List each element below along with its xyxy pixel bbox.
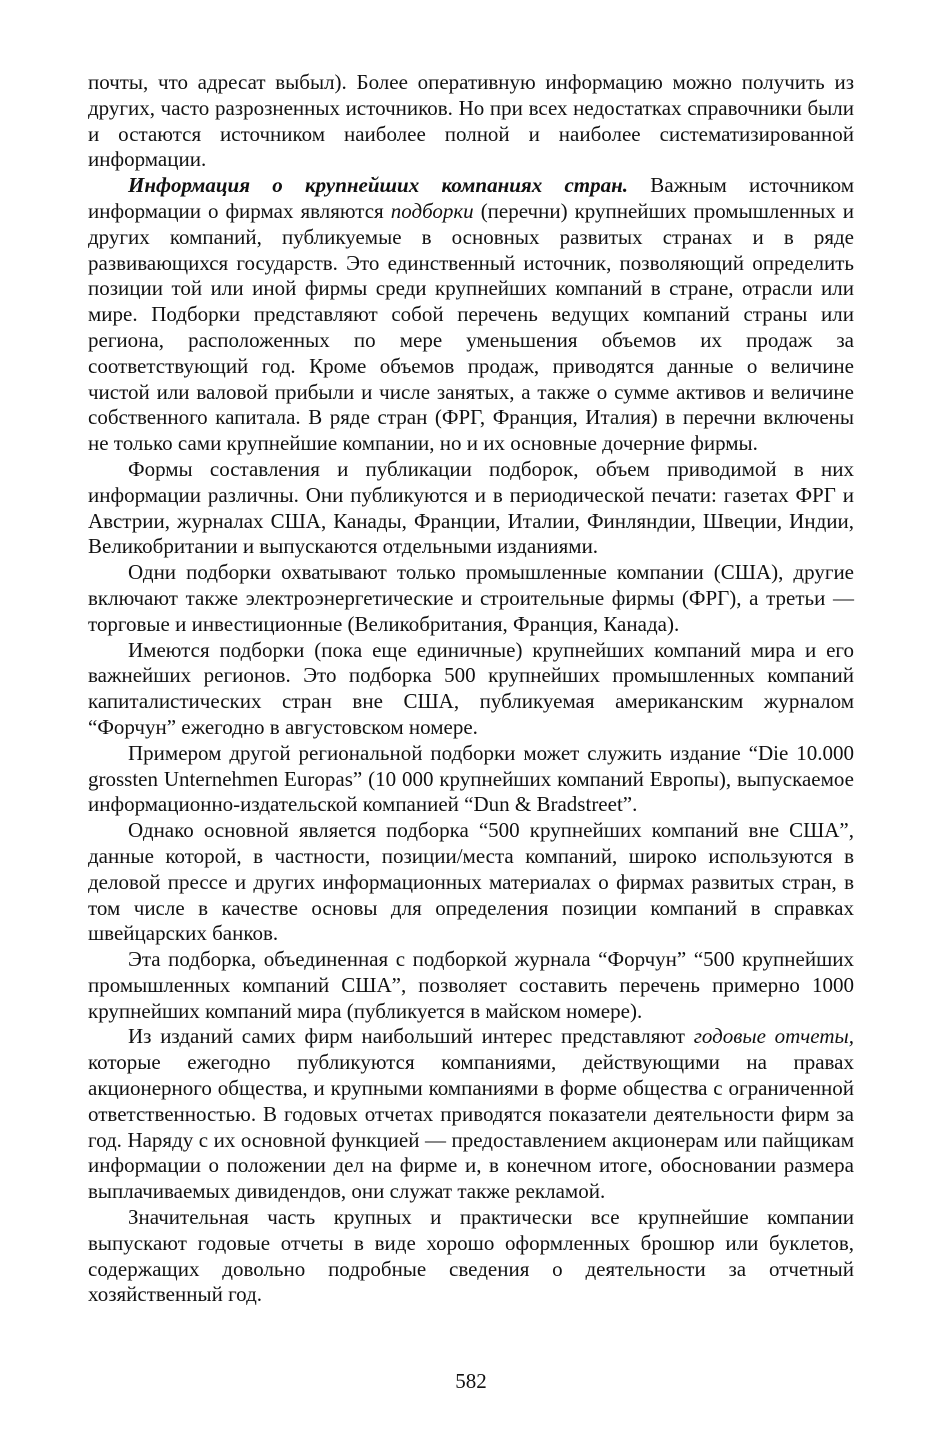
paragraph xyxy=(88,741,854,818)
section-heading-run: Информация о крупнейших компаниях стран. xyxy=(128,173,629,198)
text-run: Примером другой региональной подборки может служить издание “Die 10.000 grossten Unternehmen Europas” (10 000 крупнейших компаний Европы), выпускаемое информационно-издательской компанией “Dun & Bradstreet”. xyxy=(88,740,854,817)
paragraph xyxy=(88,560,854,637)
text-run: (перечни) крупнейших промышленных и других компаний, публикуемые в основных развитых странах и в ряде развивающихся государств. Это единственный источник, позволяющий определить позиции той или иной фирмы среди крупнейших компаний в стране, отрасли или мире. Подборки представляют собой перечень ведущих компаний страны или региона, расположенных по мере уменьшения объемов их продаж за соответствующий год. Кроме объемов продаж, приводятся данные о величине чистой или валовой прибыли и числе занятых, а также о сумме активов и величине собственного капитала. В ряде стран (ФРГ, Франция, Италия) в перечни включены не только сами крупнейшие компании, но и их основные дочерние фирмы. xyxy=(88,198,854,456)
text-run: Имеются подборки (пока еще единичные) крупнейших компаний мира и его важнейших регионов. Это подборка 500 крупнейших промышленных компаний капиталистических стран вне США, публикуемая американским журналом “Форчун” ежегодно в августовском номере. xyxy=(88,637,854,739)
paragraph xyxy=(88,1024,854,1205)
body-text xyxy=(88,70,854,1308)
text-run: Одни подборки охватывают только промышленные компании (США), другие включают также электроэнергетические и строительные фирмы (ФРГ), а третьи — торговые и инвестиционные (Великобритания, Франция, Канада). xyxy=(88,560,854,636)
paragraph xyxy=(88,457,854,560)
page-number: 582 xyxy=(455,1369,487,1393)
italic-term: подборки xyxy=(390,198,474,223)
paragraph xyxy=(88,70,854,173)
text-run: Из изданий самих фирм наибольший интерес представляют xyxy=(128,1024,694,1049)
paragraph xyxy=(88,173,854,457)
italic-term: годовые отчеты, xyxy=(693,1024,854,1049)
paragraph xyxy=(88,638,854,741)
text-run: Однако основной является подборка “500 крупнейших компаний вне США”, данные которой, в частности, позиции/места компаний, широко используются в деловой прессе и других информационных материалах о фирмах развитых стран, в том числе в качестве основы для определения позиции компаний в справках швейцарских банков. xyxy=(88,818,854,946)
text-run: Значительная часть крупных и практически все крупнейшие компании выпускают годовые отчеты в виде хорошо оформленных брошюр или буклетов, содержащих довольно подробные сведения о деятельности за отчетный хозяйственный год. xyxy=(88,1205,854,1307)
text-run: почты, что адресат выбыл). Более оперативную информацию можно получить из других, часто разрозненных источников. Но при всех недостатках справочники были и остаются источником наиболее полной и наиболее систематизированной информации. xyxy=(88,70,854,172)
text-run: Формы составления и публикации подборок, объем приводимой в них информации различны. Они публикуются и в периодической печати: газетах ФРГ и Австрии, журналах США, Канады, Франции, Италии, Финляндии, Швеции, Индии, Великобритании и выпускаются отдельными изданиями. xyxy=(88,456,854,559)
paragraph xyxy=(88,1205,854,1308)
text-run: которые ежегодно публикуются компаниями, действующими на правах акционерного общества, и крупными компаниями в форме общества с ограниченной ответственностью. В годовых отчетах приводятся показатели деятельности фирм за год. Наряду с их основной функцией — предоставлением акционерам или пайщикам информации о положении дел на фирме и, в конечном итоге, обосновании размера выплачиваемых дивидендов, они служат также рекламой. xyxy=(88,1050,854,1204)
text-run: Эта подборка, объединенная с подборкой журнала “Форчун” “500 крупнейших промышленных компаний США”, позволяет составить перечень примерно 1000 крупнейших компаний мира (публикуется в майском номере). xyxy=(88,947,854,1023)
paragraph xyxy=(88,947,854,1024)
book-page xyxy=(88,70,855,1393)
text-run: Важным источником информации о фирмах являются xyxy=(88,173,855,223)
paragraph xyxy=(88,818,854,947)
